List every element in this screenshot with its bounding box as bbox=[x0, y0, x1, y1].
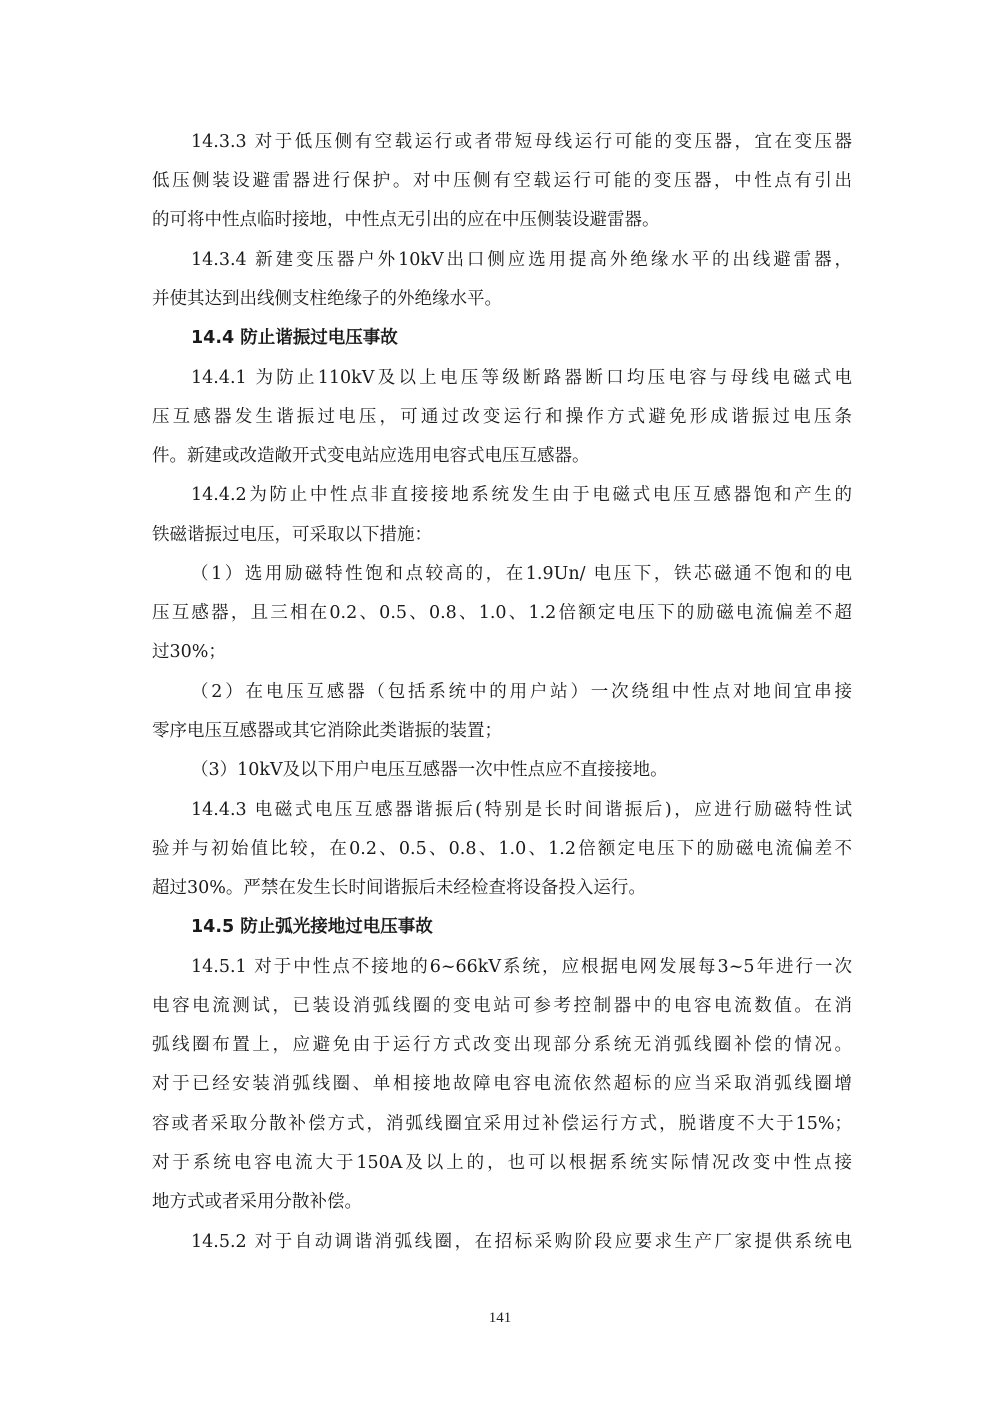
paragraph-14-5-2-line: 14.5.2 对于自动调谐消弧线圈，在招标采购阶段应要求生产厂家提供系统电 bbox=[191, 1232, 852, 1252]
measure-2-line: （2）在电压互感器（包括系统中的用户站）一次绕组中性点对地间宜串接 bbox=[191, 682, 852, 702]
paragraph-14-4-1-line: 14.4.1 为防止110kV及以上电压等级断路器断口均压电容与母线电磁式电 bbox=[191, 368, 852, 388]
paragraph-14-5-1-line: 对于已经安装消弧线圈、单相接地故障电容电流依然超标的应当采取消弧线圈增 bbox=[152, 1074, 852, 1094]
paragraph-14-3-3-line: 的可将中性点临时接地，中性点无引出的应在中压侧装设避雷器。 bbox=[152, 210, 660, 230]
paragraph-14-5-1-line: 对于系统电容电流大于150A及以上的，也可以根据系统实际情况改变中性点接 bbox=[152, 1153, 852, 1173]
paragraph-14-3-3-line: 低压侧装设避雷器进行保护。对中压侧有空载运行可能的变压器，中性点有引出 bbox=[152, 171, 852, 191]
page-number: 141 bbox=[488, 1310, 512, 1326]
paragraph-14-4-2-line: 铁磁谐振过电压，可采取以下措施： bbox=[152, 525, 432, 545]
measure-3-line: （3）10kV及以下用户电压互感器一次中性点应不直接接地。 bbox=[191, 760, 668, 780]
paragraph-14-4-3-line: 14.4.3 电磁式电压互感器谐振后(特别是长时间谐振后)，应进行励磁特性试 bbox=[191, 800, 852, 820]
section-heading-14-4: 14.4 防止谐振过电压事故 bbox=[191, 328, 398, 348]
measure-1-line: （1）选用励磁特性饱和点较高的，在1.9Un/ 电压下，铁芯磁通不饱和的电 bbox=[191, 564, 852, 584]
paragraph-14-5-1-line: 弧线圈布置上，应避免由于运行方式改变出现部分系统无消弧线圈补偿的情况。 bbox=[152, 1035, 852, 1055]
paragraph-14-3-4-line: 并使其达到出线侧支柱绝缘子的外绝缘水平。 bbox=[152, 289, 502, 309]
paragraph-14-5-1-line: 地方式或者采用分散补偿。 bbox=[152, 1192, 362, 1212]
paragraph-14-4-1-line: 件。新建或改造敞开式变电站应选用电容式电压互感器。 bbox=[152, 446, 590, 466]
measure-2-line: 零序电压互感器或其它消除此类谐振的装置； bbox=[152, 721, 502, 741]
paragraph-14-3-4-line: 14.3.4 新建变压器户外10kV出口侧应选用提高外绝缘水平的出线避雷器， bbox=[191, 250, 852, 270]
paragraph-14-3-3-line: 14.3.3 对于低压侧有空载运行或者带短母线运行可能的变压器，宜在变压器 bbox=[191, 132, 852, 152]
paragraph-14-4-2-line: 14.4.2为防止中性点非直接接地系统发生由于电磁式电压互感器饱和产生的 bbox=[191, 485, 852, 505]
paragraph-14-4-1-line: 压互感器发生谐振过电压，可通过改变运行和操作方式避免形成谐振过电压条 bbox=[152, 407, 852, 427]
paragraph-14-4-3-line: 超过30%。严禁在发生长时间谐振后未经检查将设备投入运行。 bbox=[152, 878, 646, 898]
section-heading-14-5: 14.5 防止弧光接地过电压事故 bbox=[191, 917, 433, 937]
measure-1-line: 压互感器，且三相在0.2、0.5、0.8、1.0、1.2倍额定电压下的励磁电流偏差不超 bbox=[152, 603, 852, 623]
paragraph-14-5-1-line: 14.5.1 对于中性点不接地的6~66kV系统，应根据电网发展每3~5年进行一次 bbox=[191, 957, 852, 977]
paragraph-14-5-1-line: 电容电流测试，已装设消弧线圈的变电站可参考控制器中的电容电流数值。在消 bbox=[152, 996, 852, 1016]
measure-1-line: 过30%； bbox=[152, 642, 226, 662]
paragraph-14-4-3-line: 验并与初始值比较，在0.2、0.5、0.8、1.0、1.2倍额定电压下的励磁电流偏差不 bbox=[152, 839, 852, 859]
paragraph-14-5-1-line: 容或者采取分散补偿方式，消弧线圈宜采用过补偿运行方式，脱谐度不大于15%； bbox=[152, 1114, 852, 1134]
